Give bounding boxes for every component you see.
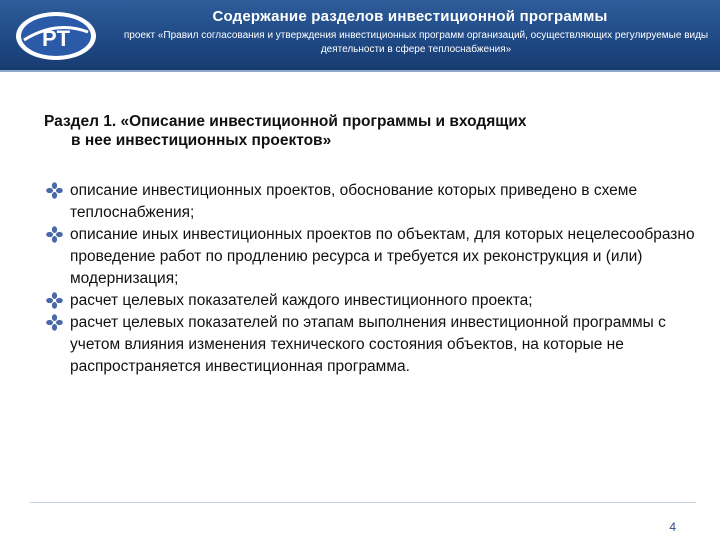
bullet-text: описание инвестиционных проектов, обоснование которых приведено в схеме теплоснабжения; [70, 182, 638, 221]
list-item [46, 290, 696, 312]
diamond-bullet-icon [46, 182, 63, 199]
page-subtitle: проект «Правил согласования и утверждения инвестиционных программ организаций, осуществляющих регулируемые виды деятельности в сфере теплоснабжения» [123, 30, 709, 55]
list-item [46, 312, 696, 378]
list-item [46, 224, 696, 290]
section-heading-line2: в нее инвестиционных проектов» [71, 132, 332, 149]
section-heading [44, 112, 684, 150]
diamond-bullet-icon [46, 314, 63, 331]
list-item [46, 180, 696, 224]
footer-divider [30, 502, 696, 503]
section-heading-line1: Раздел 1. «Описание инвестиционной программы и входящих [44, 113, 527, 130]
bullet-text: расчет целевых показателей каждого инвестиционного проекта; [70, 292, 533, 309]
page-title: Содержание разделов инвестиционной программы [212, 8, 608, 25]
bullet-text: описание иных инвестиционных проектов по объектам, для которых нецелесообразно проведение работ по продлению ресурса и требуется их реконструкция и (или) модернизация; [70, 226, 695, 287]
diamond-bullet-icon [46, 226, 63, 243]
page-number: 4 [669, 520, 676, 534]
header-bar [0, 0, 720, 70]
header-divider [0, 70, 720, 72]
logo-text: PT [41, 26, 71, 51]
diamond-bullet-icon [46, 292, 63, 309]
company-logo [14, 10, 98, 62]
bullet-text: расчет целевых показателей по этапам выполнения инвестиционной программы с учетом влияния изменения технического состояния объектов, на которые не распространяется инвестиционная программа. [70, 314, 666, 375]
bullet-list [46, 180, 696, 378]
